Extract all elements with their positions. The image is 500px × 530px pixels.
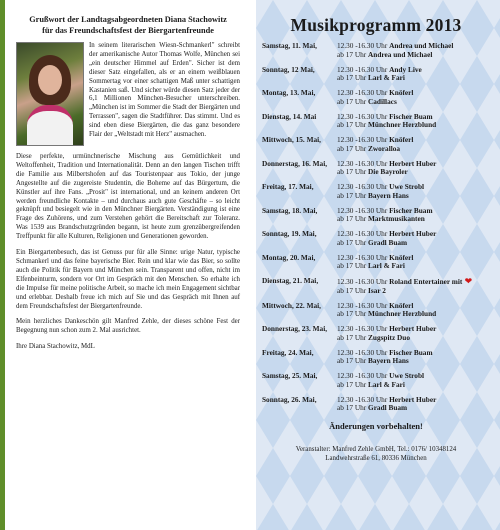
event-date: Samstag, 18. Mai, [262,205,318,215]
slot-time: ab 17 Uhr [337,332,367,342]
event-slot [337,145,490,154]
event-slots [337,372,490,389]
slot-act: Uwe Strobl [389,371,425,380]
slot-time: ab 17 Uhr [337,143,367,153]
greeting-column [8,0,246,530]
event-slot [337,404,490,413]
event-list [262,42,490,413]
event-date: Freitag, 17. Mai, [262,182,314,191]
slot-time: 12.30 -16.30 Uhr [337,347,388,357]
event-slots [337,277,490,295]
event-row [262,254,490,271]
slot-act: Herbert Huber [389,394,437,404]
event-slots [337,207,490,224]
event-date: Samstag, 11. Mai, [262,41,317,50]
slot-time: ab 17 Uhr [337,237,367,247]
slot-time: 12.30 -16.30 Uhr [337,300,388,310]
event-row [262,302,490,319]
event-row [262,136,490,153]
intro-block [16,42,240,146]
event-slots [337,160,490,177]
slot-time: ab 17 Uhr [337,120,367,130]
slot-time: ab 17 Uhr [337,49,367,59]
event-row [262,372,490,389]
slot-act: Fischer Buam [389,111,433,121]
slot-time: 12.30 -16.30 Uhr [337,394,388,404]
event-slots [337,254,490,271]
slot-act: Isar 2 [368,285,386,295]
intro-paragraph: In seinem literarischen Wiesn-Schmankerl" schreibt der amerikanische Autor Thomas Wolfe, München sei „ein deutscher Himmel auf Erden". Sicher ist dem dieser Satz eingefallen, als er an einem weißblauen Sommertag vor einer schattigen Maß unter schattigen Kastanien saß. Und sicher würde diesen Satz jeder der 6,1 Millionen München-Besucher unterschreiben. „München ist im Sommer die Stadt der Biergärten und Terrassen", sagen die Stadtführer. Das stimmt. Und es sind eben diese Biergärten, die das ganz besondere Flair der „Weltstadt mit Herz" ausmachen. [89,42,240,139]
slot-act: Knöferl [389,300,414,310]
event-date: Samstag, 25. Mai, [262,371,318,380]
slot-time: 12.30 -16.30 Uhr [337,111,388,121]
event-date: Mittwoch, 15. Mai, [262,135,321,144]
event-slot [337,381,490,390]
program-content [256,0,500,463]
slot-time: 12.30 -16.30 Uhr [337,277,388,286]
event-row [262,113,490,130]
slot-act: Larl & Fari [368,261,405,271]
slot-time: 12.30 -16.30 Uhr [337,229,388,238]
paragraph-4: Mein herzliches Dankeschön gilt Manfred Zehle, der dieses schöne Fest der Begegnung nun schon zum 2. Mal ausrichtet. [16,318,240,335]
event-date: Dienstag, 21. Mai, [262,276,319,285]
slot-act: Larl & Fari [368,379,405,389]
slot-time: ab 17 Uhr [337,73,367,83]
event-row [262,325,490,342]
slot-time: ab 17 Uhr [337,96,367,106]
greeting-heading-line1: Grußwort der Landtagsabgeordneten Diana Stachowitz [29,15,227,24]
event-date: Mittwoch, 22. Mai, [262,300,321,310]
portrait-face [38,65,62,95]
event-slots [337,302,490,319]
event-date: Donnerstag, 23. Mai, [262,324,328,333]
event-slot [337,192,490,201]
event-slots [337,113,490,130]
slot-act: Knöferl [389,135,414,144]
slot-act: Münchner Herzblund [368,120,437,130]
portrait-photo [16,42,84,146]
slot-act: Herbert Huber [389,229,437,238]
slot-act: Die Bayroler [368,167,408,177]
heart-icon: ❤ [462,276,473,286]
event-slot [337,262,490,271]
event-slots [337,183,490,200]
signature: Ihre Diana Stachowitz, MdL [16,343,95,351]
event-date: Sonntag, 26. Mai, [262,394,317,404]
event-row [262,207,490,224]
slot-time: 12.30 -16.30 Uhr [337,182,388,191]
event-slot [337,215,490,224]
slot-time: ab 17 Uhr [337,379,367,389]
green-border-strip [0,0,5,530]
slot-time: 12.30 -16.30 Uhr [337,41,388,50]
event-slots [337,66,490,83]
event-slots [337,89,490,106]
slot-time: 12.30 -16.30 Uhr [337,158,388,168]
event-row [262,66,490,83]
organizer-line2: Landwehrstraße 61, 80336 München [325,454,427,462]
slot-time: ab 17 Uhr [337,403,367,413]
slot-act: Zworalloa [368,143,401,153]
slot-time: 12.30 -16.30 Uhr [337,252,388,262]
slot-act: Herbert Huber [389,324,437,333]
slot-act: Knöferl [389,88,414,97]
paragraph-2: Diese perfekte, urmünchnerische Mischung aus Gemütlichkeit und Weltoffenheit, Tradition und Internationalität. Denn an den langen Tischen trifft die Familie aus Milbertshofen auf das Touristenpaar aus Tokio, der junge Angestellte auf die zugereiste Studentin, die Boheme auf das Bürgertum, die Künstler auf ihre Fans. „Prosit" ist international, und an keinem anderen Ort werden freundliche Kontakte – und durchaus auch gute Geschäfte – so leicht geknüpft und besiegelt wie in den Münchner Biergärten. Verständigung ist eine Frage des Zuhörens, und zum Verstehen gehört die Bereitschaft zur Toleranz. Was 1539 aus Brandschutzgründen begann, ist heute zum grenzübergreifenden Treffpunkt für alle Kulturen, Religionen und Generationen geworden. [16,153,240,241]
event-slot [337,98,490,107]
slot-time: ab 17 Uhr [337,167,367,177]
event-slots [337,42,490,59]
event-slot [337,121,490,130]
slot-time: ab 17 Uhr [337,190,367,200]
slot-act: Marktmusikanten [368,214,425,224]
program-title: Musikprogramm 2013 [290,15,462,35]
event-slots [337,349,490,366]
slot-act: Fischer Buam [389,347,433,357]
greeting-heading [16,14,240,36]
event-row [262,89,490,106]
event-slot [337,74,490,83]
slot-time: 12.30 -16.30 Uhr [337,64,388,74]
event-date: Sonntag, 19. Mai, [262,229,317,238]
organizer-footer [262,445,490,463]
slot-act: Roland Entertainer mit [389,277,463,286]
event-slot [337,168,490,177]
slot-time: ab 17 Uhr [337,214,367,224]
event-row [262,42,490,59]
paragraph-3: Ein Biergartenbesuch, das ist Genuss pur für alle Sinne: urige Natur, typische Schmankerl und das feine bayerische Bier. Rein und klar wie das Bier, so sollte auch die Politik für Bayern und München sein. Transparent und offen, nicht im Elfenbeinturm, sondern vor Ort im Gespräch mit den Menschen. So erhalte ich die Impulse für meine politische Arbeit, so mache ich mein Engagement sichtbar und erlebbar. Deshalb freue ich mich auf Sie und das Gespräch mit Ihnen auf dem Freundschaftsfest der Biergartenfreunde. [16,249,240,310]
event-date: Donnerstag, 16. Mai, [262,158,328,168]
greeting-heading-line2: für das Freundschaftsfest der Biergartenfreunde [42,26,214,35]
event-slot [337,334,490,343]
slot-act: Bayern Hans [368,190,409,200]
slot-act: Cadillacs [368,96,397,106]
slot-act: Bayern Hans [368,356,409,366]
event-slots [337,230,490,247]
slot-act: Uwe Strobl [389,182,425,191]
slot-time: ab 17 Uhr [337,309,367,319]
slot-act: Gradl Buam [368,403,408,413]
slot-time: 12.30 -16.30 Uhr [337,88,388,97]
slot-act: Andrea und Michael [389,41,454,50]
event-date: Dienstag, 14. Mai [262,111,317,121]
event-date: Montag, 13. Mai, [262,88,316,97]
event-date: Freitag, 24. Mai, [262,347,314,357]
slot-time: 12.30 -16.30 Uhr [337,135,388,144]
event-slot [337,239,490,248]
event-slots [337,325,490,342]
slot-act: Larl & Fari [368,73,405,83]
slot-time: ab 17 Uhr [337,285,367,295]
event-row [262,230,490,247]
slot-act: Herbert Huber [389,158,437,168]
slot-time: ab 17 Uhr [337,261,367,271]
slot-act: Zugspitz Duo [368,332,410,342]
event-slot [337,287,490,296]
slot-time: 12.30 -16.30 Uhr [337,324,388,333]
slot-act: Knöferl [389,252,414,262]
program-column [256,0,500,530]
event-date: Montag, 20. Mai, [262,252,316,262]
portrait-body [27,105,73,146]
event-row [262,349,490,366]
slot-act: Andy Live [389,64,422,74]
event-slots [337,136,490,153]
event-row [262,183,490,200]
organizer-line1: Veranstalter: Manfred Zehle GmbH, Tel.: 0176/ 10348124 [295,445,457,453]
slot-time: ab 17 Uhr [337,356,367,366]
slot-act: Andrea und Michael [368,49,433,59]
event-slots [337,396,490,413]
slot-time: 12.30 -16.30 Uhr [337,205,388,215]
slot-act: Gradl Buam [368,237,408,247]
event-date: Sonntag, 12 Mai, [262,64,315,74]
changes-note: Änderungen vorbehalten! [329,420,423,431]
event-row [262,277,490,295]
slot-time: 12.30 -16.30 Uhr [337,371,388,380]
event-row [262,160,490,177]
slot-act: Fischer Buam [389,205,433,215]
slot-act: Münchner Herzblund [368,309,437,319]
event-slot [337,357,490,366]
event-slot [337,51,490,60]
event-row [262,396,490,413]
event-slot [337,310,490,319]
